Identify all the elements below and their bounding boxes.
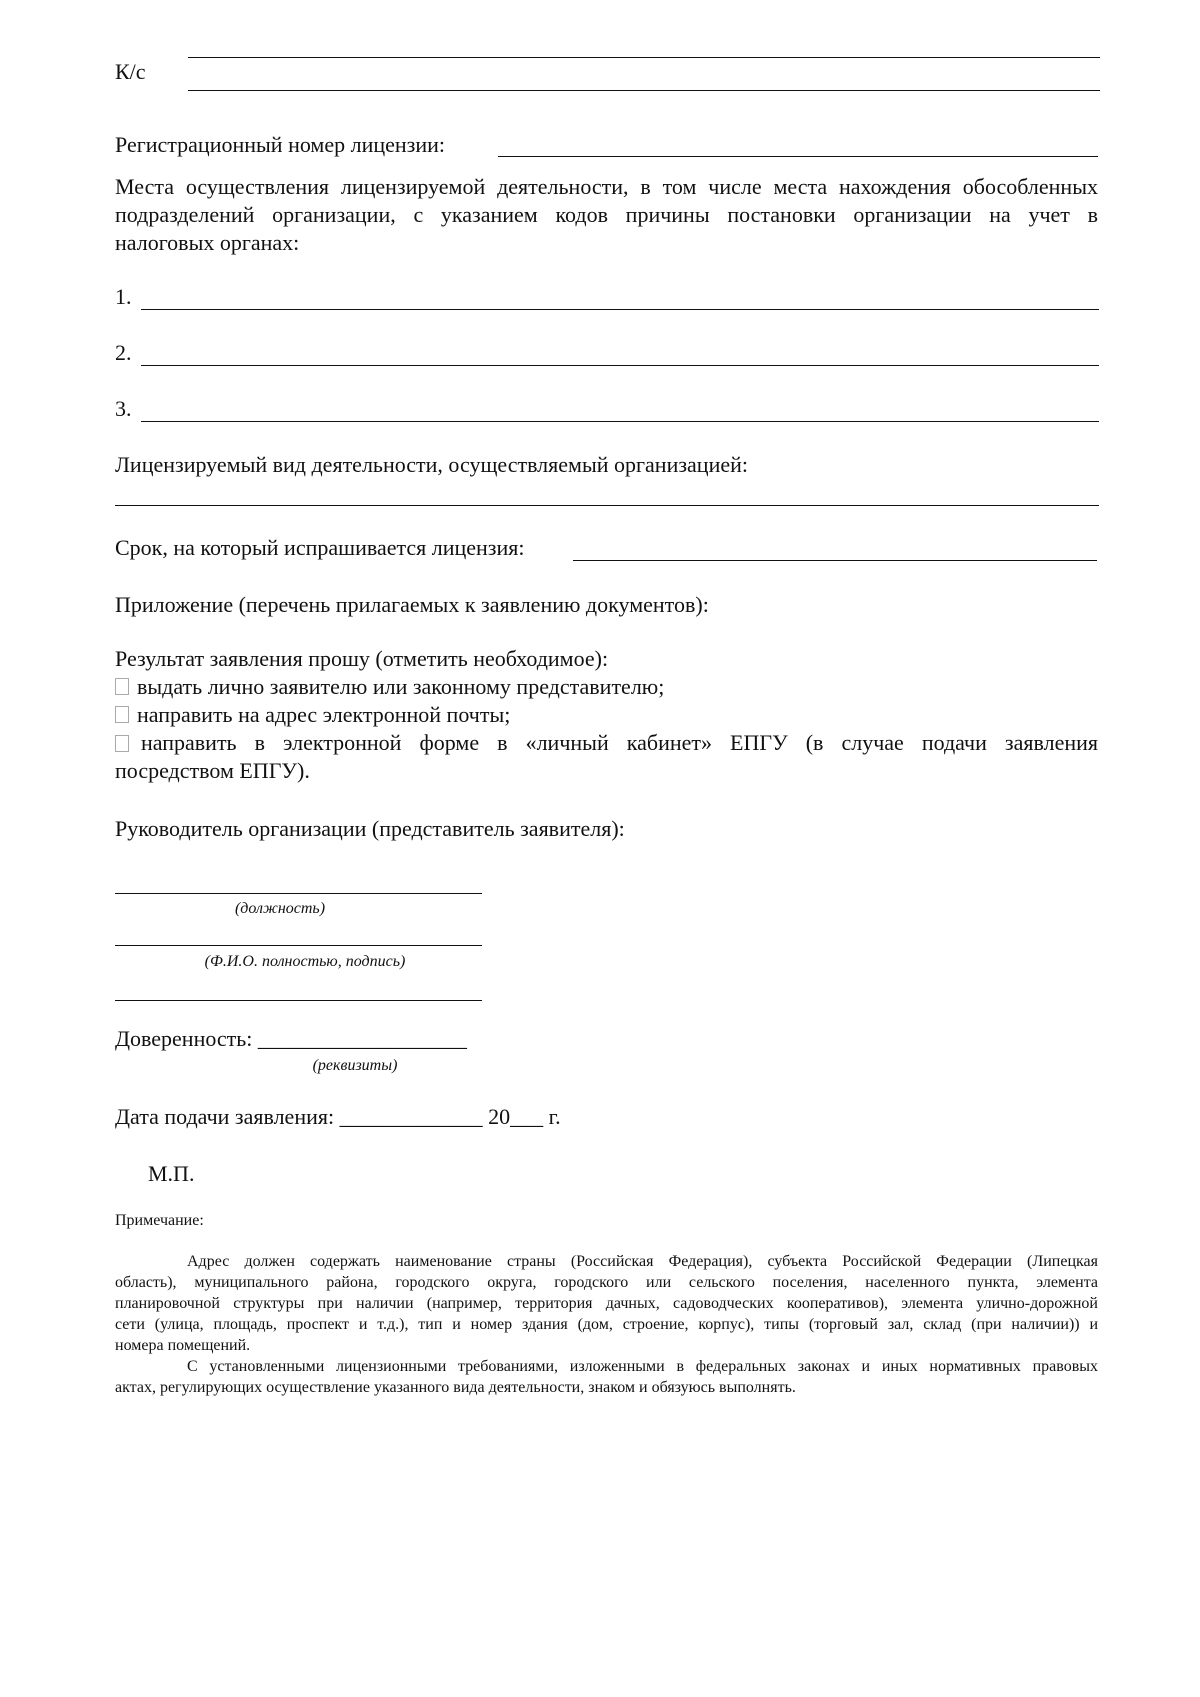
locations-heading-line-1: Места осуществления лицензируемой деятельности, в том числе места нахождения обособленных bbox=[115, 174, 1098, 199]
note-title: Примечание: bbox=[115, 1212, 204, 1229]
note-para1-line-2: область), муниципального района, городского округа, городского или сельского поселения, населенного пункта, элемента bbox=[115, 1274, 1098, 1291]
checkbox-icon[interactable] bbox=[115, 706, 129, 723]
stamp-label: М.П. bbox=[148, 1161, 195, 1186]
result-option-3[interactable] bbox=[115, 729, 1098, 757]
note-para1-line-5: номера помещений. bbox=[115, 1337, 251, 1354]
checkbox-icon[interactable] bbox=[115, 735, 129, 752]
license-number-label: Регистрационный номер лицензии: bbox=[115, 132, 446, 157]
location-item-3-number: 3. bbox=[115, 396, 132, 421]
locations-heading-line-3: налоговых органах: bbox=[115, 230, 300, 255]
result-option-1[interactable] bbox=[115, 673, 664, 701]
note-para2-line-1: С установленными лицензионными требованиями, изложенными в федеральных законах и иных нормативных правовых bbox=[187, 1358, 1098, 1375]
note-para1-line-3: планировочной структуры при наличии (например, территория дачных, садоводческих кооперативов), элемента улично-дорожной bbox=[115, 1295, 1098, 1312]
name-signature-field[interactable] bbox=[115, 945, 482, 946]
proxy-caption: (реквизиты) bbox=[312, 1057, 398, 1074]
result-option-3-continuation: посредством ЕПГУ). bbox=[115, 758, 310, 783]
extra-signature-field[interactable] bbox=[115, 1000, 482, 1001]
ks-line-top bbox=[188, 57, 1100, 58]
ks-line-bottom[interactable] bbox=[188, 90, 1100, 91]
locations-heading-line-2: подразделений организации, с указанием кодов причины постановки организации на учет в bbox=[115, 202, 1098, 227]
proxy-label: Доверенность: ___________________ bbox=[115, 1026, 467, 1051]
license-number-field[interactable] bbox=[498, 156, 1098, 157]
result-option-2-label: направить на адрес электронной почты; bbox=[137, 702, 511, 727]
location-item-3-field[interactable] bbox=[141, 421, 1099, 422]
attachment-label: Приложение (перечень прилагаемых к заявлению документов): bbox=[115, 592, 709, 617]
note-para2-line-2: актах, регулирующих осуществление указанного вида деятельности, знаком и обязуюсь выполнять. bbox=[115, 1379, 796, 1396]
location-item-2-number: 2. bbox=[115, 340, 132, 365]
location-item-1-number: 1. bbox=[115, 284, 132, 309]
location-item-1-field[interactable] bbox=[141, 309, 1099, 310]
note-para1-line-4: сети (улица, площадь, проспект и т.д.), тип и номер здания (дом, строение, корпус), типы (торговый зал, склад (при наличии)) и bbox=[115, 1316, 1098, 1333]
term-label: Срок, на который испрашивается лицензия: bbox=[115, 535, 525, 560]
position-field[interactable] bbox=[115, 893, 482, 894]
result-heading: Результат заявления прошу (отметить необходимое): bbox=[115, 646, 609, 671]
date-label: Дата подачи заявления: _____________ 20___ г. bbox=[115, 1104, 561, 1129]
term-field[interactable] bbox=[573, 560, 1097, 561]
activity-label: Лицензируемый вид деятельности, осуществляемый организацией: bbox=[115, 452, 749, 477]
note-para1-line-1: Адрес должен содержать наименование страны (Российская Федерация), субъекта Российской Федерации (Липецкая bbox=[187, 1253, 1098, 1270]
name-signature-caption: (Ф.И.О. полностью, подпись) bbox=[204, 953, 406, 970]
result-option-1-label: выдать лично заявителю или законному представителю; bbox=[137, 674, 665, 699]
checkbox-icon[interactable] bbox=[115, 678, 129, 695]
head-label: Руководитель организации (представитель заявителя): bbox=[115, 816, 625, 841]
activity-field[interactable] bbox=[115, 505, 1099, 506]
result-option-3-label: направить в электронной форме в «личный кабинет» ЕПГУ (в случае подачи заявления bbox=[141, 730, 1098, 755]
location-item-2-field[interactable] bbox=[141, 365, 1099, 366]
ks-label: К/с bbox=[115, 59, 146, 84]
position-caption: (должность) bbox=[234, 900, 326, 917]
result-option-2[interactable] bbox=[115, 701, 510, 729]
